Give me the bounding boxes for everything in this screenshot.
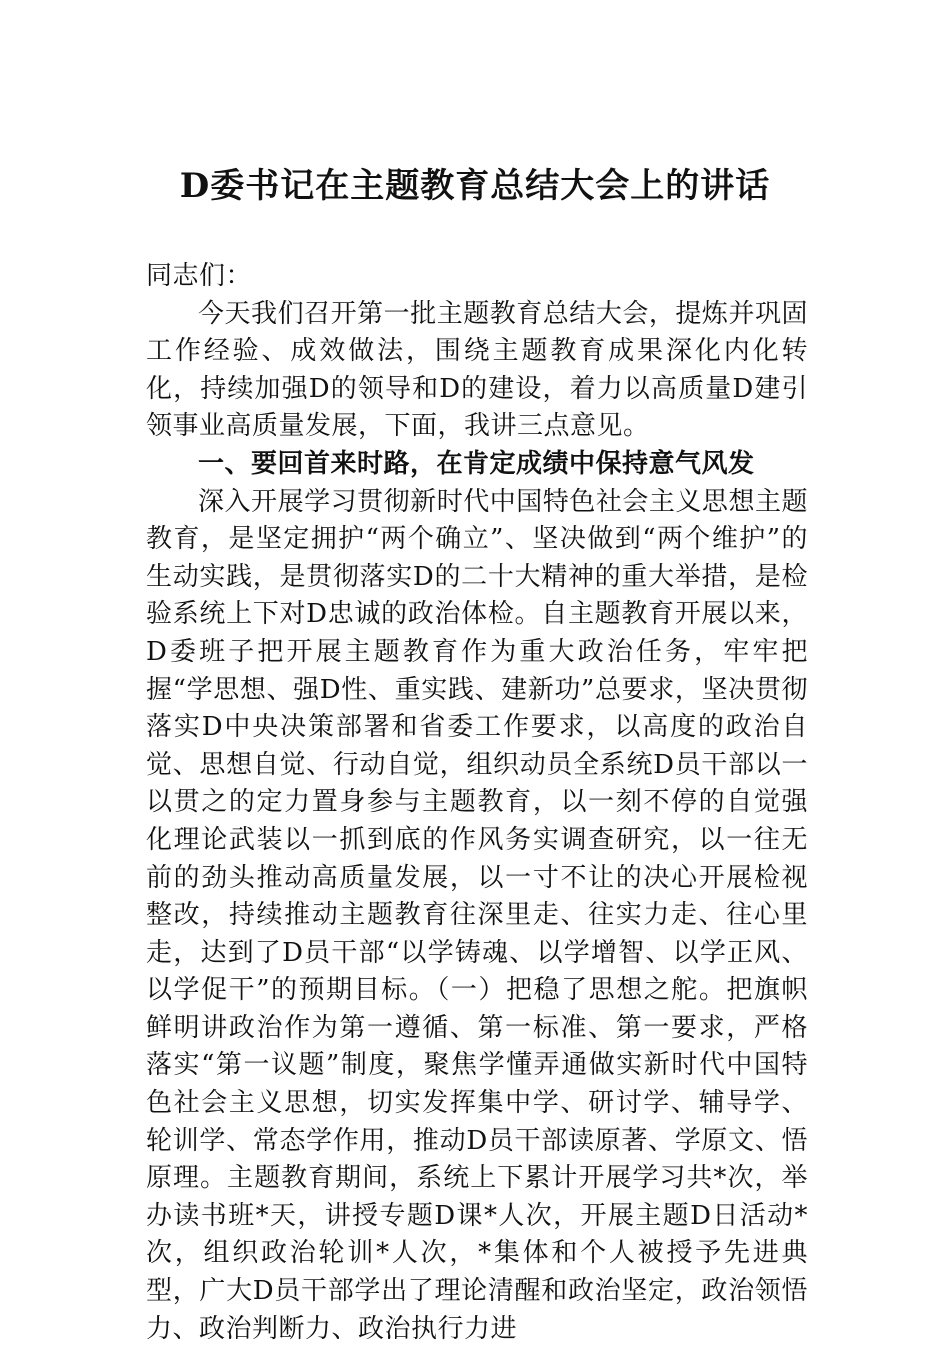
intro-paragraph: 今天我们召开第一批主题教育总结大会，提炼并巩固工作经验、成效做法，围绕主题教育成果深化内化转化，持续加强D的领导和D的建设，着力以高质量D建引领事业高质量发展，下面，我讲三点意见。 (146, 298, 808, 442)
document-title: D委书记在主题教育总结大会上的讲话 (179, 166, 771, 206)
salutation: 同志们： (146, 261, 253, 291)
section-heading: 一、要回首来时路，在肯定成绩中保持意气风发 (198, 448, 755, 479)
document-body (146, 258, 808, 1348)
section-paragraph: 深入开展学习贯彻新时代中国特色社会主义思想主题教育，是坚定拥护“两个确立”、坚决做到“两个维护”的生动实践，是贯彻落实D的二十大精神的重大举措，是检验系统上下对D忠诚的政治体检。自主题教育开展以来，D委班子把开展主题教育作为重大政治任务，牢牢把握“学思想、强D性、重实践、建新功”总要求，坚决贯彻落实D中央决策部署和省委工作要求，以高度的政治自觉、思想自觉、行动自觉，组织动员全系统D员干部以一以贯之的定力置身参与主题教育，以一刻不停的自觉强化理论武装以一抓到底的作风务实调查研究，以一往无前的劲头推动高质量发展，以一寸不让的决心开展检视整改，持续推动主题教育往深里走、往实力走、往心里走，达到了D员干部“以学铸魂、以学增智、以学正风、以学促干”的预期目标。（一）把稳了思想之舵。把旗帜鲜明讲政治作为第一遵循、第一标准、第一要求，严格落实“第一议题”制度，聚焦学懂弄通做实新时代中国特色社会主义思想，切实发挥集中学、研讨学、辅导学、轮训学、常态学作用，推动D员干部读原著、学原文、悟原理。主题教育期间，系统上下累计开展学习共*次，举办读书班*天，讲授专题D课*人次，开展主题D日活动*次，组织政治轮训*人次，*集体和个人被授予先进典型，广大D员干部学出了理论清醒和政治坚定，政治领悟力、政治判断力、政治执行力进 (146, 486, 808, 1344)
